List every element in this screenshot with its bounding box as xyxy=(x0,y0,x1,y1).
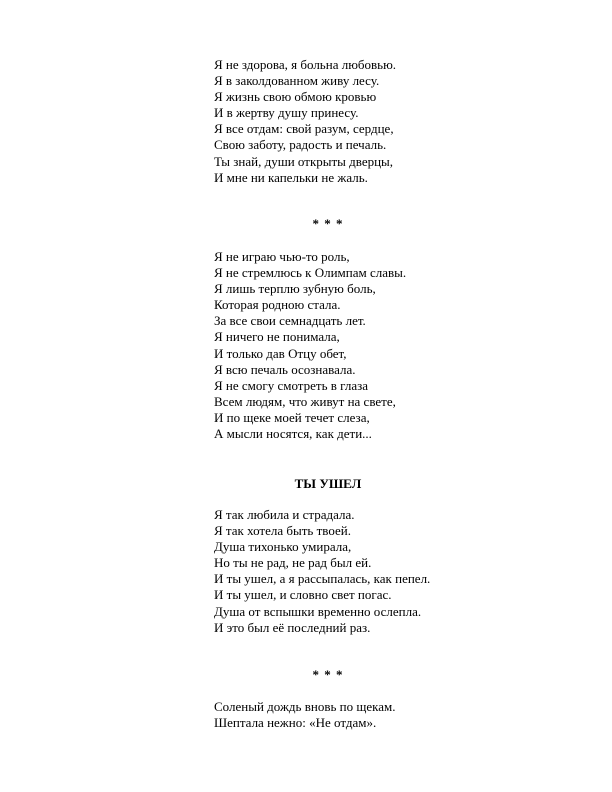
verse-line: За все свои семнадцать лет. xyxy=(214,313,366,329)
stanza-4 xyxy=(214,699,594,731)
verse-line: Но ты не рад, не рад был ей. xyxy=(214,555,372,571)
verse-line: Я лишь терплю зубную боль, xyxy=(214,281,376,297)
poem-title: ТЫ УШЕЛ xyxy=(294,476,362,491)
verse-line: И в жертву душу принесу. xyxy=(214,105,359,121)
verse-line: Душа тихонько умирала, xyxy=(214,539,352,555)
verse-line: И мне ни капельки не жаль. xyxy=(214,169,368,185)
verse-line: И это был её последний раз. xyxy=(214,619,371,635)
verse-line: Я так любила и страдала. xyxy=(214,507,355,522)
stanza-3 xyxy=(214,507,594,636)
verse-line: Я все отдам: свой разум, сердце, xyxy=(214,121,394,137)
verse-line: Я так хотела быть твоей. xyxy=(214,523,351,539)
verse-line: Свою заботу, радость и печаль. xyxy=(214,137,387,153)
verse-line: Душа от вспышки временно ослепла. xyxy=(214,603,422,619)
stanza-2 xyxy=(214,249,594,442)
verse-line: Ты знай, души открыты дверцы, xyxy=(214,153,394,169)
verse-line: А мысли носятся, как дети... xyxy=(214,426,372,442)
verse-line: Я не смогу смотреть в глаза xyxy=(214,377,368,393)
verse-line: Я всю печаль осознавала. xyxy=(214,361,356,377)
verse-line: Я ничего не понимала, xyxy=(214,329,340,345)
verse-line: Шептала нежно: «Не отдам». xyxy=(214,715,377,731)
verse-line: Я не стремлюсь к Олимпам славы. xyxy=(214,265,407,281)
verse-line: Всем людям, что живут на свете, xyxy=(214,393,396,409)
verse-line: Я в заколдованном живу лесу. xyxy=(214,73,380,89)
section-separator: * * * xyxy=(312,667,344,682)
section-separator: * * * xyxy=(312,216,344,231)
verse-line: Соленый дождь вновь по щекам. xyxy=(214,699,396,714)
verse-line: Я не играю чью-то роль, xyxy=(214,249,350,264)
verse-line: И только дав Отцу обет, xyxy=(214,345,347,361)
verse-line: И ты ушел, и словно свет погас. xyxy=(214,587,392,603)
verse-line: И ты ушел, а я рассыпалась, как пепел. xyxy=(214,571,431,587)
stanza-1 xyxy=(214,57,594,186)
verse-line: Я жизнь свою обмою кровью xyxy=(214,89,377,105)
verse-line: И по щеке моей течет слеза, xyxy=(214,409,370,425)
verse-line: Я не здорова, я больна любовью. xyxy=(214,57,397,72)
verse-line: Которая родною стала. xyxy=(214,297,341,313)
